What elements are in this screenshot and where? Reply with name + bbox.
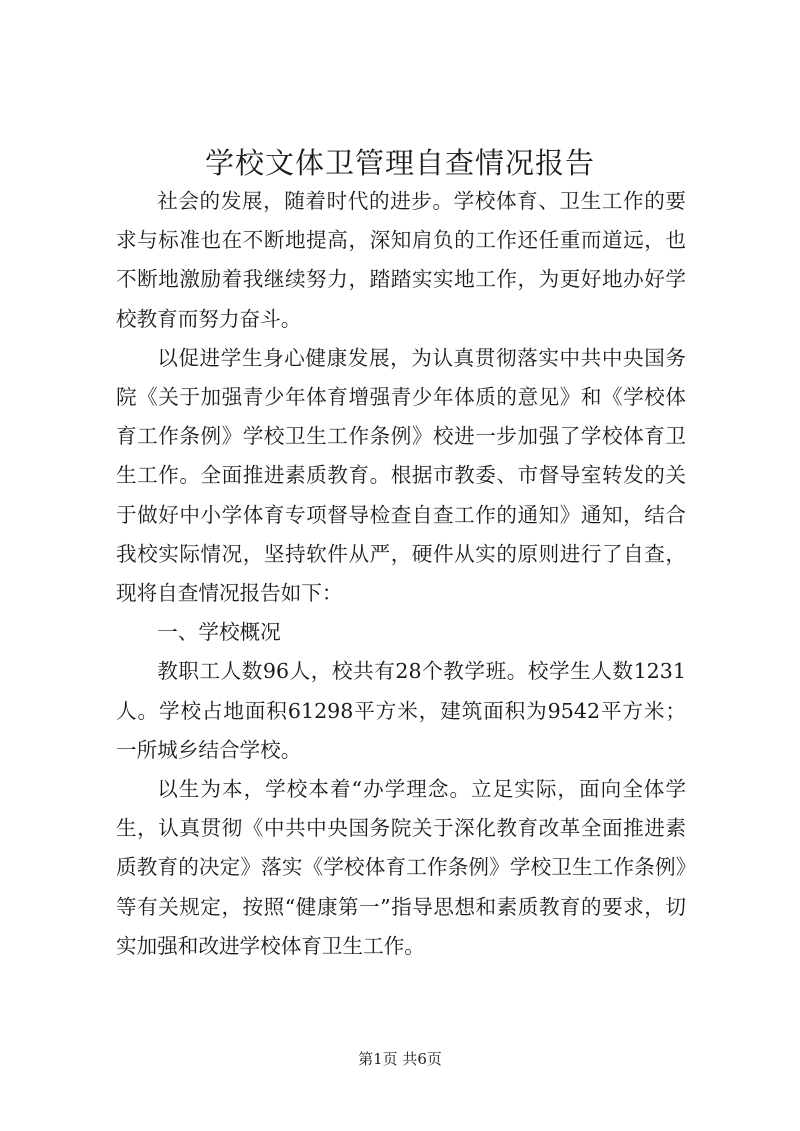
- section-heading-school-overview: 一、学校概况: [157, 620, 281, 645]
- page-number-footer: 第1页 共6页: [358, 1050, 442, 1068]
- paragraph-philosophy: 以生为本，学校本着“办学理念。立足实际，面向全体学生，认真贯彻《中共中央国务院关于深化教育改革全面推进素质教育的决定》落实《学校体育工作条例》学校卫生工作条例》等有关规定，按照“健康第一”指导思想和素质教育的要求，切实加强和改进学校体育卫生工作。: [116, 777, 686, 958]
- paragraph-intro: 社会的发展，随着时代的进步。学校体育、卫生工作的要求与标准也在不断地提高，深知肩负的工作还任重而道远，也不断地激励着我继续努力，踏踏实实地工作，为更好地办好学校教育而努力奋斗。: [116, 189, 686, 331]
- document-title: 学校文体卫管理自查情况报告: [204, 146, 595, 180]
- paragraph-school-overview: 教职工人数96人，校共有28个教学班。校学生人数1231人。学校占地面积61298平方米，建筑面积为9542平方米；一所城乡结合学校。: [116, 659, 686, 762]
- paragraph-purpose: 以促进学生身心健康发展，为认真贯彻落实中共中央国务院《关于加强青少年体育增强青少年体质的意见》和《学校体育工作条例》学校卫生工作条例》校进一步加强了学校体育卫生工作。全面推进素质教育。根据市教委、市督导室转发的关于做好中小学体育专项督导检查自查工作的通知》通知，结合我校实际情况，坚持软件从严，硬件从实的原则进行了自查，现将自查情况报告如下：: [116, 345, 686, 606]
- document-body: [116, 182, 686, 966]
